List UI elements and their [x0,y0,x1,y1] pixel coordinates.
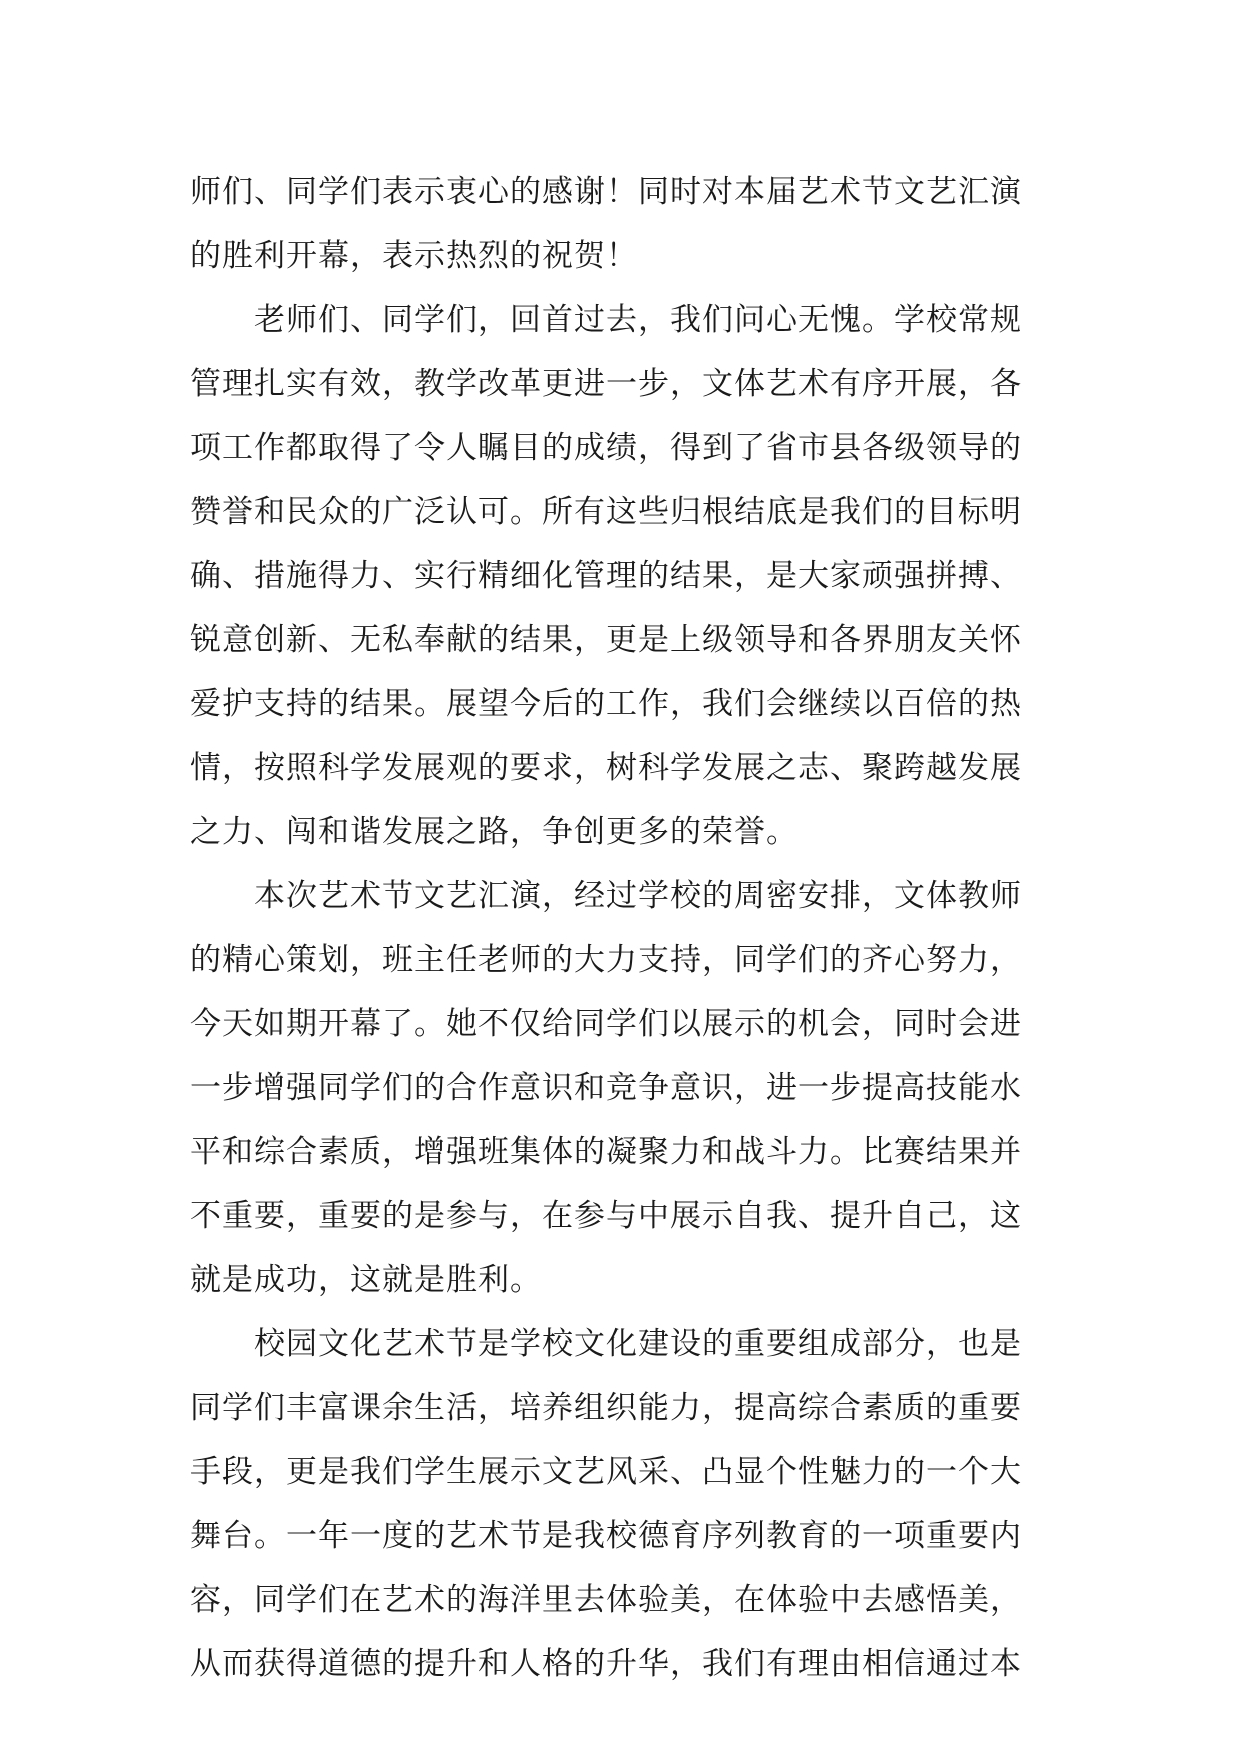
text-line: 爱护支持的结果。展望今后的工作，我们会继续以百倍的热 [190,686,1022,722]
text-line: 赞誉和民众的广泛认可。所有这些归根结底是我们的目标明 [190,494,1022,530]
text-line: 的精心策划，班主任老师的大力支持，同学们的齐心努力， [190,942,1022,978]
paragraph-4 [190,1312,1052,1696]
text-line: 手段，更是我们学生展示文艺风采、凸显个性魅力的一个大 [190,1454,1022,1490]
text-line: 师们、同学们表示衷心的感谢！同时对本届艺术节文艺汇演 [190,174,1022,210]
text-line: 同学们丰富课余生活，培养组织能力，提高综合素质的重要 [190,1390,1022,1426]
paragraph-1 [190,160,1052,288]
text-line: 项工作都取得了令人瞩目的成绩，得到了省市县各级领导的 [190,430,1022,466]
text-line: 从而获得道德的提升和人格的升华，我们有理由相信通过本 [190,1646,1022,1682]
text-line: 不重要，重要的是参与，在参与中展示自我、提升自己，这 [190,1198,1022,1234]
text-line: 容，同学们在艺术的海洋里去体验美，在体验中去感悟美， [190,1582,1022,1618]
text-line: 就是成功，这就是胜利。 [190,1262,542,1298]
document-body [190,160,1052,1696]
text-line: 平和综合素质，增强班集体的凝聚力和战斗力。比赛结果并 [190,1134,1022,1170]
text-line: 今天如期开幕了。她不仅给同学们以展示的机会，同时会进 [190,1006,1022,1042]
paragraph-2 [190,288,1052,864]
text-line: 本次艺术节文艺汇演，经过学校的周密安排，文体教师 [254,878,1022,914]
text-line: 锐意创新、无私奉献的结果，更是上级领导和各界朋友关怀 [190,622,1022,658]
text-line: 确、措施得力、实行精细化管理的结果，是大家顽强拼搏、 [190,558,1022,594]
text-line: 老师们、同学们，回首过去，我们问心无愧。学校常规 [254,302,1022,338]
text-line: 校园文化艺术节是学校文化建设的重要组成部分，也是 [254,1326,1022,1362]
text-line: 的胜利开幕，表示热烈的祝贺！ [190,238,638,274]
text-line: 之力、闯和谐发展之路，争创更多的荣誉。 [190,814,798,850]
text-line: 情，按照科学发展观的要求，树科学发展之志、聚跨越发展 [190,750,1022,786]
paragraph-3 [190,864,1052,1312]
text-line: 一步增强同学们的合作意识和竞争意识，进一步提高技能水 [190,1070,1022,1106]
text-line: 管理扎实有效，教学改革更进一步，文体艺术有序开展，各 [190,366,1022,402]
text-line: 舞台。一年一度的艺术节是我校德育序列教育的一项重要内 [190,1518,1022,1554]
